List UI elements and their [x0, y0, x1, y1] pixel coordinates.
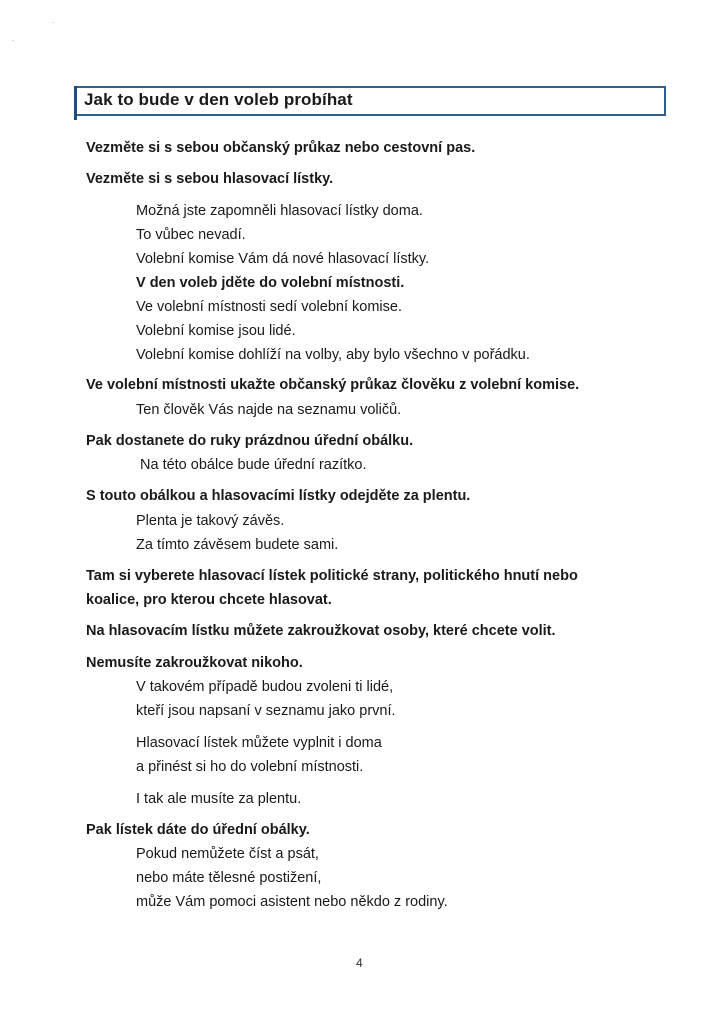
text-line: Ve volební místnosti ukažte občanský průkaz člověku z volební komise.	[86, 377, 580, 393]
text-line: Plenta je takový závěs.	[136, 513, 285, 529]
text-line: Ve volební místnosti sedí volební komise.	[136, 299, 402, 315]
text-line: Ten člověk Vás najde na seznamu voličů.	[136, 402, 402, 418]
text-line: Volební komise Vám dá nové hlasovací lístky.	[136, 251, 430, 267]
text-line: To vůbec nevadí.	[136, 227, 246, 243]
text-line: Vezměte si s sebou hlasovací lístky.	[86, 171, 334, 187]
text-line: Možná jste zapomněli hlasovací lístky doma.	[136, 203, 423, 219]
text-line: kteří jsou napsaní v seznamu jako první.	[136, 703, 396, 719]
text-line: V takovém případě budou zvoleni ti lidé,	[136, 679, 394, 695]
text-line: a přinést si ho do volební místnosti.	[136, 759, 364, 775]
text-line: koalice, pro kterou chcete hlasovat.	[86, 592, 332, 608]
scan-speck	[52, 22, 54, 23]
text-line: Nemusíte zakroužkovat nikoho.	[86, 655, 303, 671]
text-line: Za tímto závěsem budete sami.	[136, 537, 339, 553]
text-line: Pokud nemůžete číst a psát,	[136, 846, 319, 862]
text-line: Na této obálce bude úřední razítko.	[140, 457, 367, 473]
page-title: Jak to bude v den voleb probíhat	[84, 90, 353, 109]
text-line: Pak dostanete do ruky prázdnou úřední obálku.	[86, 433, 414, 449]
text-line: I tak ale musíte za plentu.	[136, 791, 302, 807]
text-line: Tam si vyberete hlasovací lístek politické strany, politického hnutí nebo	[86, 568, 578, 584]
text-line: Vezměte si s sebou občanský průkaz nebo cestovní pas.	[86, 140, 476, 156]
text-line: Hlasovací lístek můžete vyplnit i doma	[136, 735, 382, 751]
page-number: 4	[356, 956, 363, 970]
heading-box	[74, 86, 666, 116]
text-line: Pak lístek dáte do úřední obálky.	[86, 822, 310, 838]
text-line: Volební komise dohlíží na volby, aby bylo všechno v pořádku.	[136, 347, 530, 363]
text-line: Na hlasovacím lístku můžete zakroužkovat osoby, které chcete volit.	[86, 623, 556, 639]
text-line: S touto obálkou a hlasovacími lístky odejděte za plentu.	[86, 488, 471, 504]
text-line: Volební komise jsou lidé.	[136, 323, 296, 339]
text-line: V den voleb jděte do volební místnosti.	[136, 275, 405, 291]
text-line: nebo máte tělesné postižení,	[136, 870, 322, 886]
scan-speck	[12, 40, 14, 41]
text-line: může Vám pomoci asistent nebo někdo z rodiny.	[136, 894, 448, 910]
